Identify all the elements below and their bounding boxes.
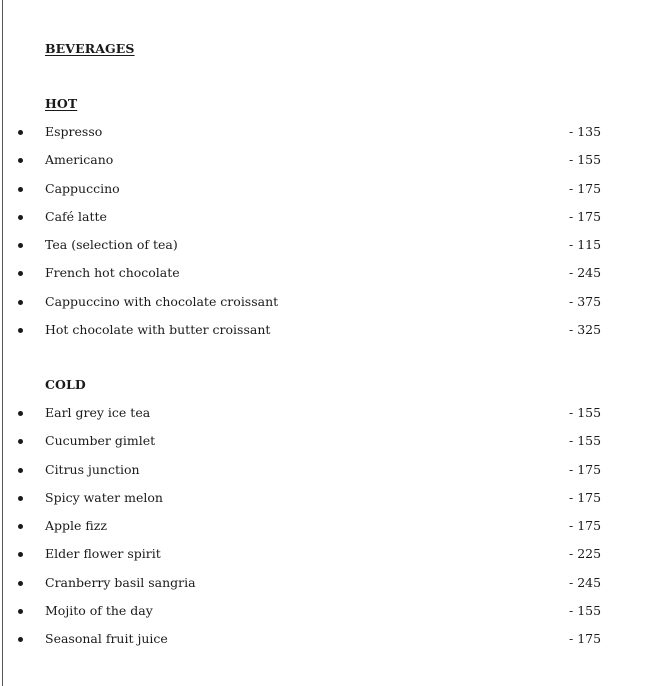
item-name: Tea (selection of tea) [45,237,178,253]
item-name: Cappuccino [45,180,120,196]
item-price: - 155 [569,603,602,619]
item-name: Citrus junction [45,461,140,477]
list-item [0,293,650,321]
item-price: - 175 [569,631,602,647]
list-item [0,461,650,489]
list-item [0,264,650,292]
item-price: - 375 [569,293,602,309]
item-name: Apple fizz [45,518,107,534]
item-name: Espresso [45,124,103,139]
item-price: - 325 [569,322,602,338]
cold-beverages-list [0,404,650,659]
bullet-icon [18,609,23,614]
bullet-icon [18,552,23,557]
list-item [0,208,650,236]
item-price: - 175 [569,489,602,505]
bullet-icon [18,300,23,305]
item-price: - 175 [569,461,602,477]
item-price: - 115 [569,237,602,253]
list-item [0,432,650,460]
item-price: - 245 [569,265,602,281]
item-price: - 175 [569,518,602,534]
item-name: Americano [45,152,114,168]
item-name: Hot chocolate with butter croissant [45,322,271,338]
list-item [0,180,650,208]
item-name: Spicy water melon [45,489,163,505]
bullet-icon [18,581,23,586]
item-price: - 155 [569,152,602,168]
item-name: Earl grey ice tea [45,405,151,420]
bullet-icon [18,411,23,416]
item-name: Cucumber gimlet [45,433,156,449]
bullet-icon [18,468,23,473]
item-price: - 175 [569,208,602,224]
list-item [0,517,650,545]
list-item [0,123,650,151]
item-name: Seasonal fruit juice [45,631,168,647]
bullet-icon [18,439,23,444]
item-price: - 225 [569,546,602,562]
bullet-icon [18,243,23,248]
bullet-icon [18,328,23,333]
bullet-icon [18,496,23,501]
bullet-icon [18,524,23,529]
bullet-icon [18,158,23,163]
bullet-icon [18,215,23,220]
list-item [0,236,650,264]
item-price: - 135 [569,124,602,139]
item-price: - 245 [569,574,602,590]
list-item [0,321,650,349]
hot-section-heading: HOT [45,96,78,111]
bullet-icon [18,187,23,192]
hot-beverages-list [0,123,650,349]
list-item [0,574,650,602]
bullet-icon [18,637,23,642]
menu-title: BEVERAGES [45,41,135,56]
list-item [0,404,650,432]
bullet-icon [18,130,23,135]
item-price: - 175 [569,180,602,196]
item-name: Elder flower spirit [45,546,161,562]
cold-section-heading: COLD [45,377,86,392]
list-item [0,602,650,630]
item-name: Cappuccino with chocolate croissant [45,293,279,309]
item-name: Café latte [45,208,107,224]
item-name: Cranberry basil sangria [45,574,196,590]
item-name: French hot chocolate [45,265,180,281]
item-price: - 155 [569,405,602,420]
list-item [0,489,650,517]
item-name: Mojito of the day [45,603,153,619]
item-price: - 155 [569,433,602,449]
list-item [0,151,650,179]
list-item [0,630,650,658]
list-item [0,545,650,573]
bullet-icon [18,271,23,276]
